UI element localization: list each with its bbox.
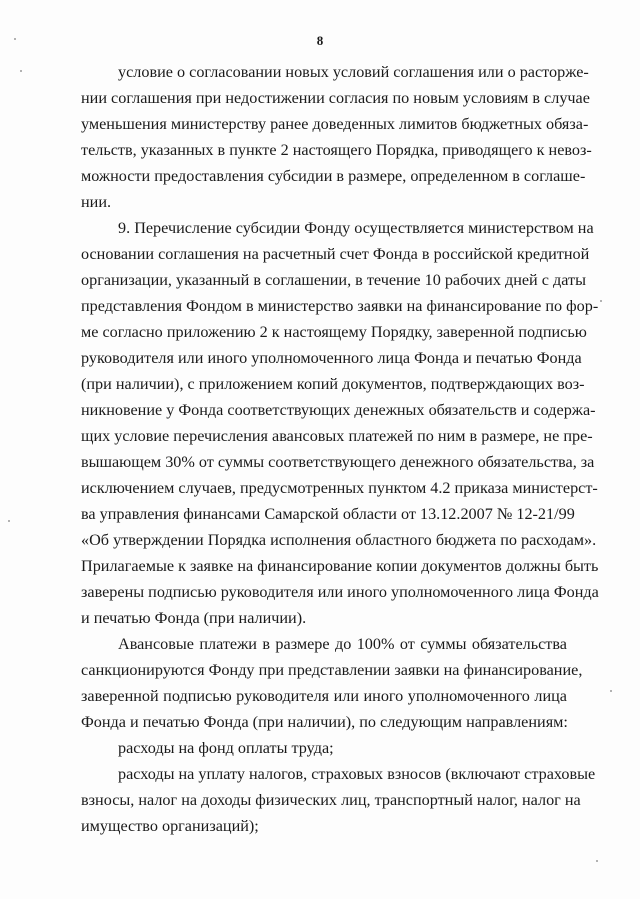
text-line: ме согласно приложению 2 к настоящему Порядку, заверенной подписью bbox=[81, 323, 587, 341]
text-line: ва управления финансами Самарской области от 13.12.2007 № 12-21/99 bbox=[81, 505, 575, 523]
text-line: никновение у Фонда соответствующих денежных обязательств и содержа- bbox=[81, 401, 596, 419]
scan-speck bbox=[596, 860, 598, 862]
scan-speck bbox=[14, 38, 16, 40]
text-line: заверенной подписью руководителя или иного уполномоченного лица bbox=[81, 687, 567, 705]
text-line: расходы на фонд оплаты труда; bbox=[118, 739, 334, 757]
scan-speck bbox=[600, 300, 602, 302]
text-line: основании соглашения на расчетный счет Фонда в российской кредитной bbox=[81, 245, 590, 263]
text-line: исключением случаев, предусмотренных пунктом 4.2 приказа министерст- bbox=[81, 479, 598, 497]
page-number: 8 bbox=[316, 33, 324, 48]
text-line: представления Фондом в министерство заявки на финансирование по фор- bbox=[81, 297, 599, 315]
text-line: нии соглашения при недостижении согласия по новым условиям в случае bbox=[81, 89, 590, 107]
scan-speck bbox=[20, 70, 22, 72]
text-line: тельств, указанных в пункте 2 настоящего Порядка, приводящего к невоз- bbox=[81, 141, 592, 159]
text-line: (при наличии), с приложением копий документов, подтверждающих воз- bbox=[81, 375, 585, 393]
text-line: нии. bbox=[81, 193, 112, 211]
text-line: вышающем 30% от суммы соответствующего денежного обязательства, за bbox=[81, 453, 595, 471]
text-line: Прилагаемые к заявке на финансирование копии документов должны быть bbox=[81, 557, 599, 575]
text-line: Авансовые платежи в размере до 100% от суммы обязательства bbox=[118, 635, 567, 653]
text-line: уменьшения министерству ранее доведенных лимитов бюджетных обяза- bbox=[81, 115, 589, 133]
text-line: заверены подписью руководителя или иного уполномоченного лица Фонда bbox=[81, 583, 599, 601]
text-line: щих условие перечисления авансовых платежей по ним в размере, не пре- bbox=[81, 427, 593, 445]
text-line: 9. Перечисление субсидии Фонду осуществляется министерством на bbox=[118, 219, 594, 237]
scan-speck bbox=[610, 690, 612, 692]
text-line: расходы на уплату налогов, страховых взносов (включают страховые bbox=[118, 765, 596, 783]
text-line: Фонда и печатью Фонда (при наличии), по следующим направлениям: bbox=[81, 713, 568, 731]
text-line: взносы, налог на доходы физических лиц, транспортный налог, налог на bbox=[81, 791, 581, 809]
text-line: и печатью Фонда (при наличии). bbox=[81, 609, 307, 627]
text-line: руководителя или иного уполномоченного лица Фонда и печатью Фонда bbox=[81, 349, 582, 367]
scan-speck bbox=[8, 520, 10, 522]
text-line: «Об утверждении Порядка исполнения областного бюджета по расходам». bbox=[81, 531, 597, 549]
text-line: санкционируются Фонду при представлении заявки на финансирование, bbox=[81, 661, 583, 679]
text-line: можности предоставления субсидии в размере, определенном в соглаше- bbox=[81, 167, 586, 185]
text-line: организации, указанный в соглашении, в течение 10 рабочих дней с даты bbox=[81, 271, 586, 289]
text-line: имущество организаций); bbox=[81, 817, 259, 835]
text-line: условие о согласовании новых условий соглашения или о расторже- bbox=[118, 63, 589, 81]
